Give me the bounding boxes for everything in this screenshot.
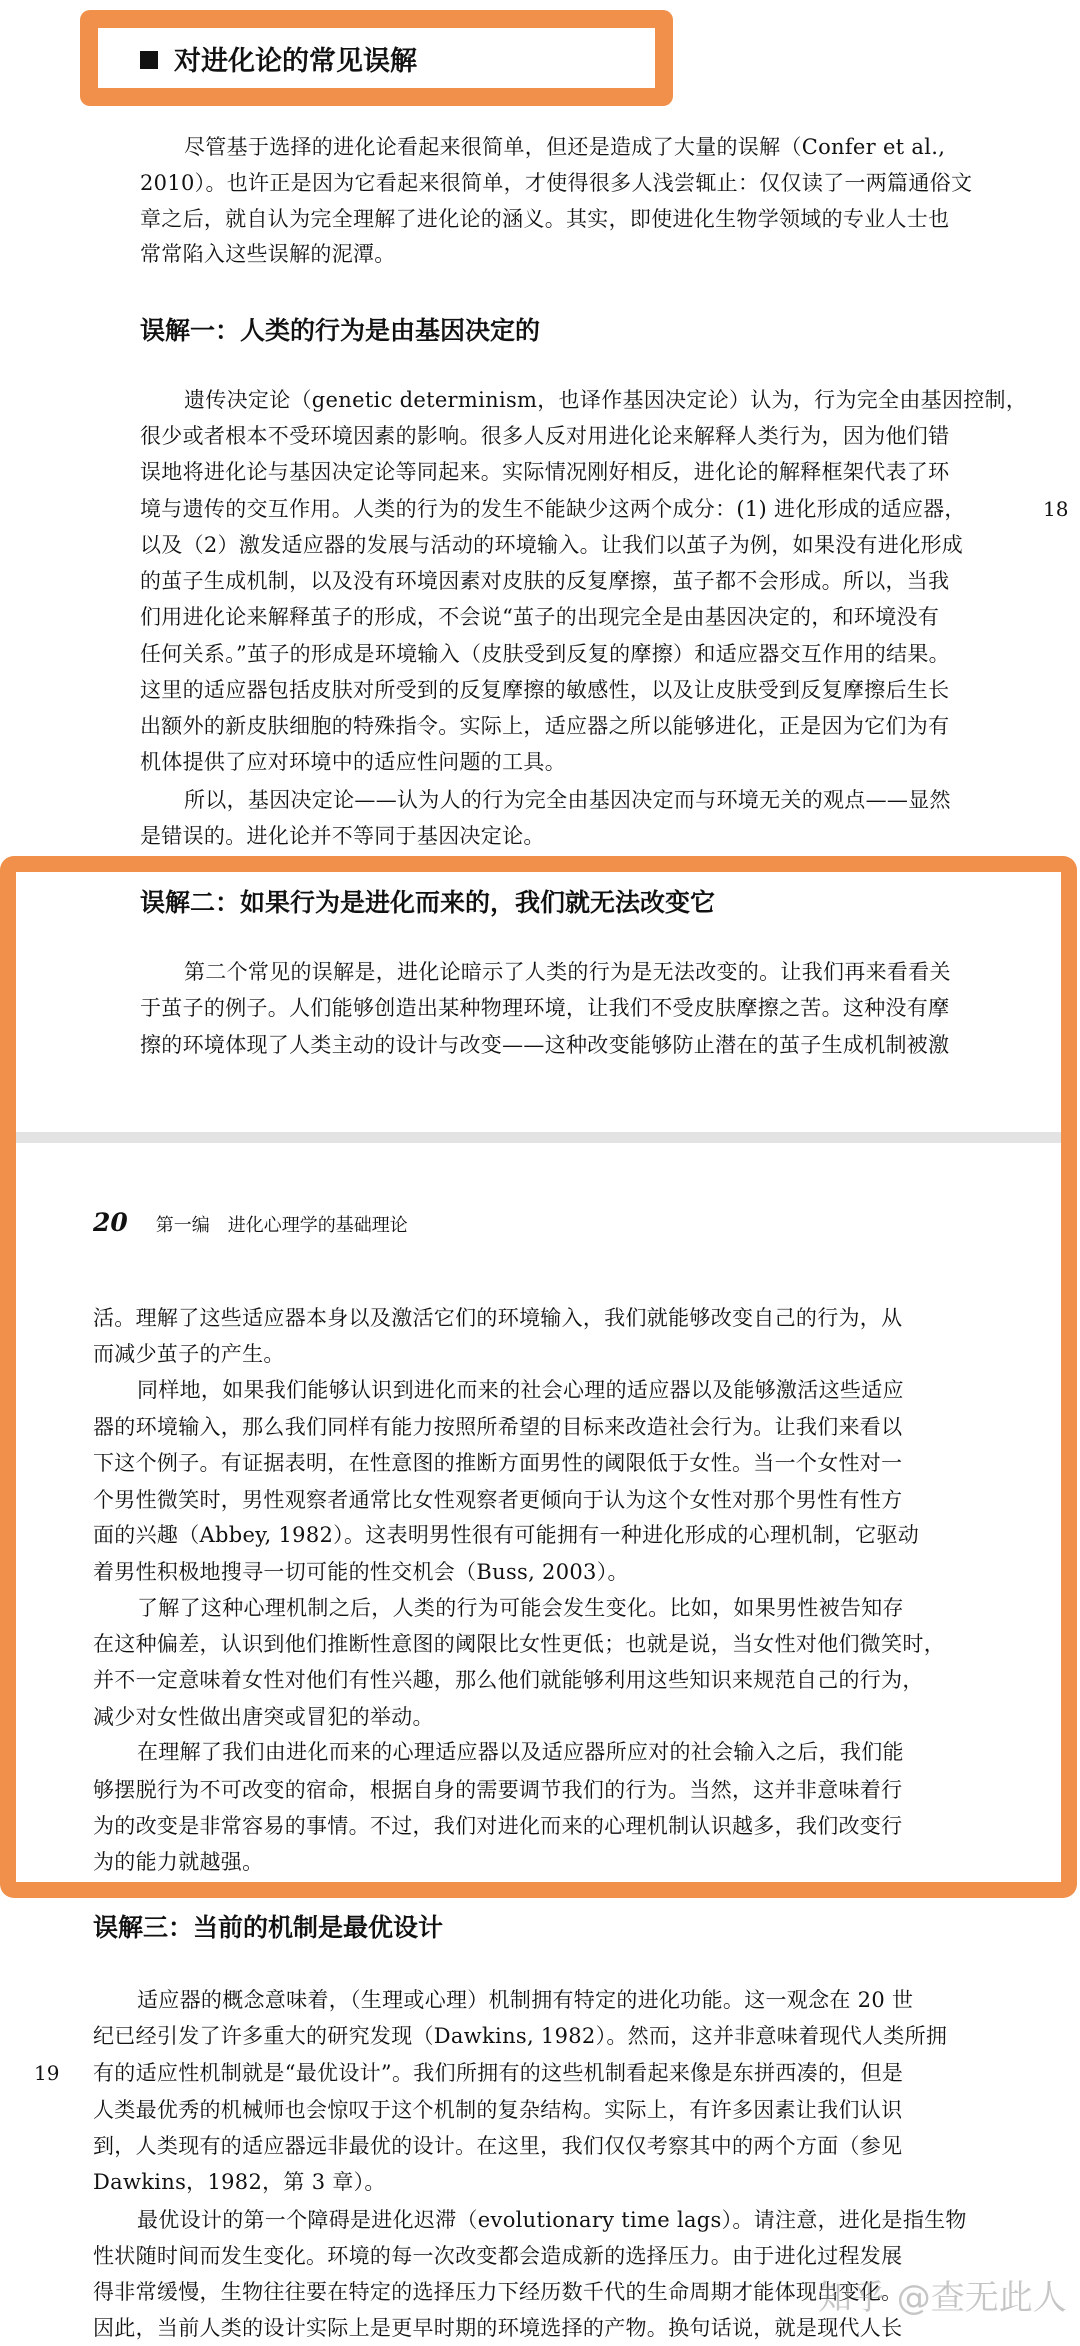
body-line: 出额外的新皮肤细胞的特殊指令。实际上，适应器之所以能够进化，正是因为它们为有 — [140, 714, 950, 738]
body-line: 而减少茧子的产生。 — [93, 1342, 285, 1366]
misconception1-heading: 误解一：人类的行为是由基因决定的 — [140, 316, 541, 345]
misconception2-heading: 误解二：如果行为是进化而来的，我们就无法改变它 — [140, 888, 716, 917]
body-line: 纪已经引发了许多重大的研究发现（Dawkins, 1982）。然而，这并非意味着现代人类所拥 — [93, 2024, 948, 2048]
section-title — [140, 44, 417, 80]
body-line: 为的能力就越强。 — [93, 1850, 264, 1874]
running-header — [93, 1208, 408, 1237]
body-line: 着男性积极地搜寻一切可能的性交机会（Buss, 2003）。 — [93, 1560, 629, 1584]
body-line: 个男性微笑时，男性观察者通常比女性观察者更倾向于认为这个女性对那个男性有性方 — [93, 1488, 903, 1512]
body-line: 最优设计的第一个障碍是进化迟滞（evolutionary time lags）。请注意，进化是指生物 — [137, 2208, 967, 2232]
body-line: 得非常缓慢，生物往往要在特定的选择压力下经历数千代的生命周期才能体现出变化。 — [93, 2280, 903, 2304]
intro-line: 常常陷入这些误解的泥潭。 — [140, 242, 396, 266]
intro-line: 章之后，就自认为完全理解了进化论的涵义。其实，即使进化生物学领域的专业人士也 — [140, 207, 950, 231]
body-line: 很少或者根本不受环境因素的影响。很多人反对用进化论来解释人类行为，因为他们错 — [140, 424, 950, 448]
body-line: 为的改变是非常容易的事情。不过，我们对进化而来的心理机制认识越多，我们改变行 — [93, 1814, 903, 1838]
body-line: 任何关系。”茧子的形成是环境输入（皮肤受到反复的摩擦）和适应器交互作用的结果。 — [140, 642, 950, 666]
body-line: 的茧子生成机制，以及没有环境因素对皮肤的反复摩擦，茧子都不会形成。所以，当我 — [140, 569, 950, 593]
body-line: 于茧子的例子。人们能够创造出某种物理环境，让我们不受皮肤摩擦之苦。这种没有摩 — [140, 996, 950, 1020]
page-divider — [16, 1132, 1061, 1143]
body-line: 因此，当前人类的设计实际上是更早时期的环境选择的产物。换句话说，就是现代人长 — [93, 2316, 903, 2340]
body-line: 适应器的概念意味着，（生理或心理）机制拥有特定的进化功能。这一观念在 20 世 — [137, 1988, 914, 2012]
body-line: 这里的适应器包括皮肤对所受到的反复摩擦的敏感性，以及让皮肤受到反复摩擦后生长 — [140, 678, 950, 702]
intro-line: 2010）。也许正是因为它看起来很简单，才使得很多人浅尝辄止：仅仅读了一两篇通俗文 — [140, 171, 973, 195]
watermark: 知乎 @查无此人 — [818, 2278, 1067, 2318]
body-line: 遗传决定论（genetic determinism，也译作基因决定论）认为，行为完全由基因控制， — [184, 388, 1028, 412]
body-line: 以及（2）激发适应器的发展与活动的环境输入。让我们以茧子为例，如果没有进化形成 — [140, 533, 964, 557]
intro-line: 尽管基于选择的进化论看起来很简单，但还是造成了大量的误解（Confer et al., — [184, 135, 946, 159]
body-line: 境与遗传的交互作用。人类的行为的发生不能缺少这两个成分：(1) 进化形成的适应器， — [140, 497, 966, 521]
body-line: 有的适应性机制就是“最优设计”。我们所拥有的这些机制看起来像是东拼西凑的，但是 — [93, 2061, 904, 2085]
body-line: 面的兴趣（Abbey, 1982）。这表明男性很有可能拥有一种进化形成的心理机制，它驱动 — [93, 1523, 920, 1547]
square-bullet-icon — [140, 51, 158, 69]
body-line: Dawkins，1982，第 3 章）。 — [93, 2170, 386, 2194]
body-line: 活。理解了这些适应器本身以及激活它们的环境输入，我们就能够改变自己的行为，从 — [93, 1306, 903, 1330]
body-line: 误地将进化论与基因决定论等同起来。实际情况刚好相反，进化论的解释框架代表了环 — [140, 460, 950, 484]
body-line: 器的环境输入，那么我们同样有能力按照所希望的目标来改造社会行为。让我们来看以 — [93, 1415, 903, 1439]
body-line: 是错误的。进化论并不等同于基因决定论。 — [140, 824, 545, 848]
body-line: 所以，基因决定论——认为人的行为完全由基因决定而与环境无关的观点——显然 — [184, 788, 951, 812]
body-line: 机体提供了应对环境中的适应性问题的工具。 — [140, 750, 566, 774]
body-line: 人类最优秀的机械师也会惊叹于这个机制的复杂结构。实际上，有许多因素让我们认识 — [93, 2098, 903, 2122]
page-number: 20 — [93, 1208, 128, 1237]
body-line: 到，人类现有的适应器远非最优的设计。在这里，我们仅仅考察其中的两个方面（参见 — [93, 2134, 903, 2158]
chapter-title: 第一编 进化心理学的基础理论 — [155, 1215, 408, 1236]
body-line: 了解了这种心理机制之后，人类的行为可能会发生变化。比如，如果男性被告知存 — [137, 1596, 904, 1620]
body-line: 在理解了我们由进化而来的心理适应器以及适应器所应对的社会输入之后，我们能 — [137, 1740, 904, 1764]
margin-page-number: 18 — [1043, 497, 1069, 521]
body-line: 第二个常见的误解是，进化论暗示了人类的行为是无法改变的。让我们再来看看关 — [184, 960, 951, 984]
body-line: 性状随时间而发生变化。环境的每一次改变都会造成新的选择压力。由于进化过程发展 — [93, 2244, 903, 2268]
margin-page-number: 19 — [34, 2061, 60, 2085]
body-line: 擦的环境体现了人类主动的设计与改变——这种改变能够防止潜在的茧子生成机制被激 — [140, 1033, 950, 1057]
body-line: 够摆脱行为不可改变的宿命，根据自身的需要调节我们的行为。当然，这并非意味着行 — [93, 1778, 903, 1802]
body-line: 同样地，如果我们能够认识到进化而来的社会心理的适应器以及能够激活这些适应 — [137, 1378, 904, 1402]
body-line: 们用进化论来解释茧子的形成，不会说“茧子的出现完全是由基因决定的，和环境没有 — [140, 605, 940, 629]
body-line: 下这个例子。有证据表明，在性意图的推断方面男性的阈限低于女性。当一个女性对一 — [93, 1451, 903, 1475]
body-line: 并不一定意味着女性对他们有性兴趣，那么他们就能够利用这些知识来规范自己的行为， — [93, 1668, 924, 1692]
misconception3-heading: 误解三：当前的机制是最优设计 — [93, 1913, 444, 1942]
body-line: 减少对女性做出唐突或冒犯的举动。 — [93, 1705, 434, 1729]
section-title-text: 对进化论的常见误解 — [174, 46, 417, 77]
body-line: 在这种偏差，认识到他们推断性意图的阈限比女性更低；也就是说，当女性对他们微笑时， — [93, 1632, 945, 1656]
